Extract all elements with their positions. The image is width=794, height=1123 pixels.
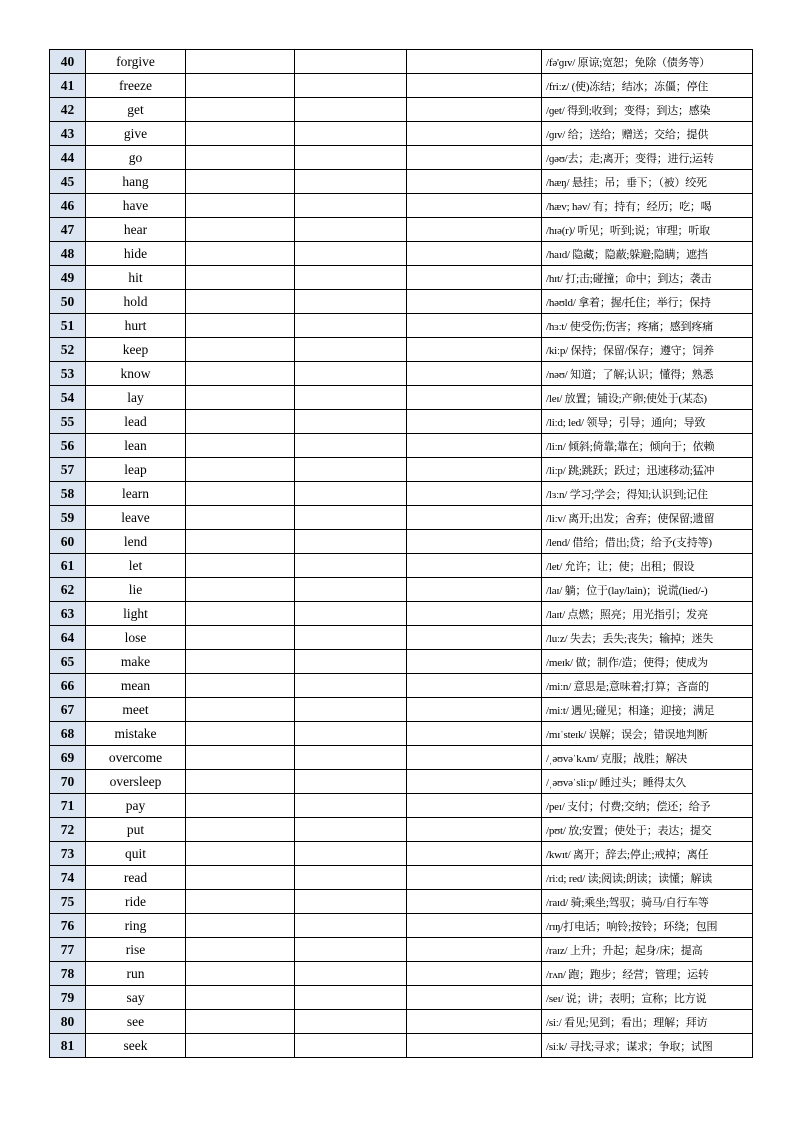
blank-cell-1: [186, 818, 295, 842]
blank-cell-2: [295, 938, 407, 962]
definition-cell: /leɪ/ 放置；铺设;产卵;使处于(某态): [542, 386, 753, 410]
blank-cell-1: [186, 74, 295, 98]
vocabulary-table: [49, 49, 753, 1058]
blank-cell-3: [407, 314, 542, 338]
row-number-cell: 46: [50, 194, 86, 218]
blank-cell-1: [186, 602, 295, 626]
word-cell: ride: [86, 890, 186, 914]
word-cell: light: [86, 602, 186, 626]
table-row: [50, 1034, 753, 1058]
row-number-cell: 48: [50, 242, 86, 266]
blank-cell-1: [186, 290, 295, 314]
table-row: [50, 50, 753, 74]
row-number-cell: 60: [50, 530, 86, 554]
definition-cell: /ɡəʊ/去；走;离开；变得；进行;运转: [542, 146, 753, 170]
blank-cell-2: [295, 866, 407, 890]
definition-cell: /hæŋ/ 悬挂；吊；垂下；（被）绞死: [542, 170, 753, 194]
blank-cell-1: [186, 794, 295, 818]
blank-cell-2: [295, 530, 407, 554]
definition-cell: /ˌəʊvəˈsliːp/ 睡过头；睡得太久: [542, 770, 753, 794]
word-cell: ring: [86, 914, 186, 938]
row-number-cell: 78: [50, 962, 86, 986]
blank-cell-3: [407, 890, 542, 914]
blank-cell-3: [407, 722, 542, 746]
table-row: [50, 362, 753, 386]
definition-cell: /liːv/ 离开;出发；舍弃；使保留;遗留: [542, 506, 753, 530]
blank-cell-1: [186, 362, 295, 386]
blank-cell-1: [186, 578, 295, 602]
blank-cell-1: [186, 98, 295, 122]
table-row: [50, 314, 753, 338]
blank-cell-2: [295, 314, 407, 338]
blank-cell-1: [186, 266, 295, 290]
row-number-cell: 72: [50, 818, 86, 842]
table-row: [50, 866, 753, 890]
definition-cell: /raɪd/ 骑;乘坐;驾驭；骑马/自行车等: [542, 890, 753, 914]
table-row: [50, 938, 753, 962]
blank-cell-3: [407, 962, 542, 986]
definition-cell: /miːn/ 意思是;意味着;打算；吝啬的: [542, 674, 753, 698]
definition-cell: /laɪ/ 躺；位于(lay/lain)；说谎(lied/-): [542, 578, 753, 602]
blank-cell-3: [407, 242, 542, 266]
definition-cell: /həʊld/ 拿着；握/托住；举行；保持: [542, 290, 753, 314]
word-cell: run: [86, 962, 186, 986]
blank-cell-1: [186, 170, 295, 194]
blank-cell-1: [186, 650, 295, 674]
word-cell: rise: [86, 938, 186, 962]
blank-cell-3: [407, 602, 542, 626]
blank-cell-2: [295, 290, 407, 314]
blank-cell-2: [295, 986, 407, 1010]
definition-cell: /pʊt/ 放;安置；使处于；表达；提交: [542, 818, 753, 842]
word-cell: lean: [86, 434, 186, 458]
blank-cell-2: [295, 890, 407, 914]
definition-cell: /kiːp/ 保持；保留/保存；遵守；饲养: [542, 338, 753, 362]
row-number-cell: 49: [50, 266, 86, 290]
word-cell: meet: [86, 698, 186, 722]
blank-cell-2: [295, 482, 407, 506]
word-cell: hide: [86, 242, 186, 266]
blank-cell-3: [407, 98, 542, 122]
word-cell: freeze: [86, 74, 186, 98]
word-cell: lose: [86, 626, 186, 650]
table-row: [50, 626, 753, 650]
word-cell: hear: [86, 218, 186, 242]
word-cell: make: [86, 650, 186, 674]
row-number-cell: 57: [50, 458, 86, 482]
blank-cell-1: [186, 986, 295, 1010]
table-row: [50, 890, 753, 914]
blank-cell-1: [186, 122, 295, 146]
blank-cell-3: [407, 266, 542, 290]
blank-cell-1: [186, 890, 295, 914]
row-number-cell: 55: [50, 410, 86, 434]
table-row: [50, 674, 753, 698]
blank-cell-3: [407, 458, 542, 482]
blank-cell-3: [407, 386, 542, 410]
table-row: [50, 170, 753, 194]
definition-cell: /kwɪt/ 离开；辞去;停止;戒掉；离任: [542, 842, 753, 866]
definition-cell: /lɜːn/ 学习;学会；得知;认识到;记住: [542, 482, 753, 506]
row-number-cell: 81: [50, 1034, 86, 1058]
blank-cell-2: [295, 578, 407, 602]
row-number-cell: 52: [50, 338, 86, 362]
word-cell: keep: [86, 338, 186, 362]
table-row: [50, 818, 753, 842]
row-number-cell: 63: [50, 602, 86, 626]
blank-cell-3: [407, 554, 542, 578]
word-cell: go: [86, 146, 186, 170]
table-row: [50, 842, 753, 866]
word-cell: see: [86, 1010, 186, 1034]
blank-cell-3: [407, 290, 542, 314]
definition-cell: /hɜːt/ 使受伤;伤害；疼痛；感到疼痛: [542, 314, 753, 338]
definition-cell: /meɪk/ 做；制作/造；使得；使成为: [542, 650, 753, 674]
blank-cell-1: [186, 770, 295, 794]
row-number-cell: 40: [50, 50, 86, 74]
blank-cell-2: [295, 146, 407, 170]
blank-cell-2: [295, 506, 407, 530]
definition-cell: /raɪz/ 上升；升起；起身/床；提高: [542, 938, 753, 962]
word-cell: hold: [86, 290, 186, 314]
table-row: [50, 986, 753, 1010]
word-cell: seek: [86, 1034, 186, 1058]
blank-cell-1: [186, 722, 295, 746]
table-row: [50, 242, 753, 266]
blank-cell-3: [407, 194, 542, 218]
definition-cell: /hɪə(r)/ 听见；听到;说；审理；听取: [542, 218, 753, 242]
table-row: [50, 746, 753, 770]
table-row: [50, 218, 753, 242]
word-cell: mean: [86, 674, 186, 698]
table-row: [50, 146, 753, 170]
definition-cell: /luːz/ 失去；丢失;丧失；输掉；迷失: [542, 626, 753, 650]
blank-cell-2: [295, 410, 407, 434]
vocabulary-table-body: [50, 50, 753, 1058]
table-row: [50, 914, 753, 938]
word-cell: hurt: [86, 314, 186, 338]
definition-cell: /hɪt/ 打;击;碰撞；命中；到达；袭击: [542, 266, 753, 290]
word-cell: lay: [86, 386, 186, 410]
row-number-cell: 66: [50, 674, 86, 698]
word-cell: mistake: [86, 722, 186, 746]
definition-cell: /rɪŋ/打电话；响铃;按铃；环绕；包围: [542, 914, 753, 938]
blank-cell-1: [186, 962, 295, 986]
word-cell: know: [86, 362, 186, 386]
blank-cell-2: [295, 722, 407, 746]
row-number-cell: 77: [50, 938, 86, 962]
row-number-cell: 71: [50, 794, 86, 818]
row-number-cell: 62: [50, 578, 86, 602]
word-cell: lend: [86, 530, 186, 554]
blank-cell-2: [295, 818, 407, 842]
blank-cell-1: [186, 482, 295, 506]
row-number-cell: 65: [50, 650, 86, 674]
definition-cell: /peɪ/ 支付；付费;交纳；偿还；给予: [542, 794, 753, 818]
table-row: [50, 410, 753, 434]
row-number-cell: 76: [50, 914, 86, 938]
definition-cell: /seɪ/ 说；讲；表明；宣称；比方说: [542, 986, 753, 1010]
blank-cell-2: [295, 122, 407, 146]
definition-cell: /let/ 允许；让；使；出租；假设: [542, 554, 753, 578]
row-number-cell: 50: [50, 290, 86, 314]
word-cell: give: [86, 122, 186, 146]
table-row: [50, 74, 753, 98]
blank-cell-2: [295, 602, 407, 626]
blank-cell-2: [295, 842, 407, 866]
blank-cell-3: [407, 794, 542, 818]
row-number-cell: 73: [50, 842, 86, 866]
table-row: [50, 290, 753, 314]
table-row: [50, 386, 753, 410]
word-cell: leave: [86, 506, 186, 530]
blank-cell-1: [186, 218, 295, 242]
blank-cell-1: [186, 626, 295, 650]
blank-cell-1: [186, 146, 295, 170]
blank-cell-2: [295, 170, 407, 194]
table-row: [50, 434, 753, 458]
blank-cell-1: [186, 938, 295, 962]
row-number-cell: 41: [50, 74, 86, 98]
blank-cell-2: [295, 74, 407, 98]
table-row: [50, 338, 753, 362]
row-number-cell: 45: [50, 170, 86, 194]
word-cell: say: [86, 986, 186, 1010]
blank-cell-1: [186, 506, 295, 530]
blank-cell-2: [295, 914, 407, 938]
word-cell: hit: [86, 266, 186, 290]
blank-cell-3: [407, 938, 542, 962]
blank-cell-3: [407, 650, 542, 674]
definition-cell: /siːk/ 寻找;寻求；谋求；争取；试图: [542, 1034, 753, 1058]
blank-cell-3: [407, 818, 542, 842]
row-number-cell: 74: [50, 866, 86, 890]
blank-cell-3: [407, 74, 542, 98]
definition-cell: /fə'ɡɪv/ 原谅;宽恕；免除（债务等）: [542, 50, 753, 74]
blank-cell-2: [295, 194, 407, 218]
blank-cell-1: [186, 434, 295, 458]
blank-cell-2: [295, 50, 407, 74]
table-row: [50, 602, 753, 626]
blank-cell-3: [407, 50, 542, 74]
word-cell: read: [86, 866, 186, 890]
row-number-cell: 53: [50, 362, 86, 386]
blank-cell-2: [295, 626, 407, 650]
word-cell: put: [86, 818, 186, 842]
definition-cell: /miːt/ 遇见;碰见；相逢；迎接；满足: [542, 698, 753, 722]
row-number-cell: 80: [50, 1010, 86, 1034]
blank-cell-2: [295, 1034, 407, 1058]
blank-cell-1: [186, 746, 295, 770]
table-row: [50, 506, 753, 530]
blank-cell-3: [407, 506, 542, 530]
row-number-cell: 79: [50, 986, 86, 1010]
row-number-cell: 43: [50, 122, 86, 146]
blank-cell-2: [295, 386, 407, 410]
blank-cell-2: [295, 434, 407, 458]
blank-cell-1: [186, 458, 295, 482]
blank-cell-1: [186, 866, 295, 890]
table-row: [50, 578, 753, 602]
blank-cell-2: [295, 962, 407, 986]
blank-cell-1: [186, 842, 295, 866]
row-number-cell: 59: [50, 506, 86, 530]
definition-cell: /riːd; red/ 读;阅读;朗读；读懂；解读: [542, 866, 753, 890]
table-row: [50, 698, 753, 722]
blank-cell-2: [295, 362, 407, 386]
blank-cell-3: [407, 1034, 542, 1058]
blank-cell-2: [295, 1010, 407, 1034]
blank-cell-1: [186, 554, 295, 578]
blank-cell-3: [407, 122, 542, 146]
blank-cell-3: [407, 530, 542, 554]
blank-cell-1: [186, 698, 295, 722]
blank-cell-3: [407, 986, 542, 1010]
word-cell: lie: [86, 578, 186, 602]
definition-cell: /ɡet/ 得到;收到；变得；到达；感染: [542, 98, 753, 122]
blank-cell-2: [295, 242, 407, 266]
table-row: [50, 482, 753, 506]
definition-cell: /lend/ 借给；借出;贷；给予(支持等): [542, 530, 753, 554]
definition-cell: /haɪd/ 隐藏；隐蔽;躲避;隐瞒；遮挡: [542, 242, 753, 266]
blank-cell-1: [186, 50, 295, 74]
blank-cell-3: [407, 842, 542, 866]
table-row: [50, 554, 753, 578]
blank-cell-1: [186, 338, 295, 362]
row-number-cell: 67: [50, 698, 86, 722]
blank-cell-3: [407, 146, 542, 170]
definition-cell: /siː/ 看见;见到；看出；理解；拜访: [542, 1010, 753, 1034]
blank-cell-3: [407, 866, 542, 890]
row-number-cell: 51: [50, 314, 86, 338]
definition-cell: /hæv; həv/ 有；持有；经历；吃；喝: [542, 194, 753, 218]
definition-cell: /liːp/ 跳;跳跃；跃过；迅速移动;猛冲: [542, 458, 753, 482]
definition-cell: /nəʊ/ 知道；了解;认识；懂得；熟悉: [542, 362, 753, 386]
row-number-cell: 47: [50, 218, 86, 242]
blank-cell-2: [295, 698, 407, 722]
blank-cell-3: [407, 674, 542, 698]
definition-cell: /friːz/ (使)冻结；结冰；冻僵；停住: [542, 74, 753, 98]
word-cell: pay: [86, 794, 186, 818]
word-cell: leap: [86, 458, 186, 482]
table-row: [50, 122, 753, 146]
definition-cell: /liːn/ 倾斜;倚靠;靠在；倾向于；依赖: [542, 434, 753, 458]
blank-cell-3: [407, 338, 542, 362]
blank-cell-2: [295, 794, 407, 818]
table-row: [50, 194, 753, 218]
word-cell: let: [86, 554, 186, 578]
table-row: [50, 770, 753, 794]
blank-cell-1: [186, 242, 295, 266]
word-cell: have: [86, 194, 186, 218]
blank-cell-1: [186, 674, 295, 698]
table-row: [50, 962, 753, 986]
definition-cell: /ɡɪv/ 给；送给；赠送；交给；提供: [542, 122, 753, 146]
blank-cell-1: [186, 194, 295, 218]
blank-cell-2: [295, 674, 407, 698]
row-number-cell: 68: [50, 722, 86, 746]
definition-cell: /liːd; led/ 领导；引导；通向；导致: [542, 410, 753, 434]
definition-cell: /rʌn/ 跑；跑步；经营；管理；运转: [542, 962, 753, 986]
row-number-cell: 54: [50, 386, 86, 410]
blank-cell-3: [407, 578, 542, 602]
blank-cell-1: [186, 1034, 295, 1058]
blank-cell-3: [407, 410, 542, 434]
blank-cell-2: [295, 746, 407, 770]
word-cell: oversleep: [86, 770, 186, 794]
blank-cell-3: [407, 434, 542, 458]
blank-cell-2: [295, 554, 407, 578]
blank-cell-1: [186, 530, 295, 554]
word-cell: lead: [86, 410, 186, 434]
word-cell: quit: [86, 842, 186, 866]
blank-cell-2: [295, 218, 407, 242]
blank-cell-2: [295, 770, 407, 794]
row-number-cell: 64: [50, 626, 86, 650]
row-number-cell: 56: [50, 434, 86, 458]
row-number-cell: 58: [50, 482, 86, 506]
table-row: [50, 1010, 753, 1034]
blank-cell-2: [295, 458, 407, 482]
blank-cell-3: [407, 698, 542, 722]
blank-cell-2: [295, 650, 407, 674]
table-row: [50, 530, 753, 554]
definition-cell: /mɪˈsteɪk/ 误解；误会；错误地判断: [542, 722, 753, 746]
blank-cell-3: [407, 746, 542, 770]
table-row: [50, 722, 753, 746]
blank-cell-1: [186, 410, 295, 434]
blank-cell-3: [407, 1010, 542, 1034]
word-cell: get: [86, 98, 186, 122]
blank-cell-1: [186, 386, 295, 410]
row-number-cell: 42: [50, 98, 86, 122]
blank-cell-3: [407, 170, 542, 194]
blank-cell-2: [295, 338, 407, 362]
row-number-cell: 70: [50, 770, 86, 794]
table-row: [50, 650, 753, 674]
word-cell: overcome: [86, 746, 186, 770]
blank-cell-1: [186, 914, 295, 938]
blank-cell-1: [186, 314, 295, 338]
blank-cell-3: [407, 482, 542, 506]
blank-cell-3: [407, 626, 542, 650]
blank-cell-2: [295, 266, 407, 290]
table-row: [50, 458, 753, 482]
table-row: [50, 794, 753, 818]
blank-cell-3: [407, 362, 542, 386]
row-number-cell: 75: [50, 890, 86, 914]
word-cell: forgive: [86, 50, 186, 74]
blank-cell-3: [407, 770, 542, 794]
blank-cell-3: [407, 914, 542, 938]
blank-cell-3: [407, 218, 542, 242]
table-row: [50, 266, 753, 290]
definition-cell: /laɪt/ 点燃；照亮；用光指引；发亮: [542, 602, 753, 626]
row-number-cell: 44: [50, 146, 86, 170]
blank-cell-1: [186, 1010, 295, 1034]
row-number-cell: 69: [50, 746, 86, 770]
word-cell: learn: [86, 482, 186, 506]
row-number-cell: 61: [50, 554, 86, 578]
word-cell: hang: [86, 170, 186, 194]
table-row: [50, 98, 753, 122]
definition-cell: /ˌəʊvəˈkʌm/ 克服；战胜；解决: [542, 746, 753, 770]
blank-cell-2: [295, 98, 407, 122]
